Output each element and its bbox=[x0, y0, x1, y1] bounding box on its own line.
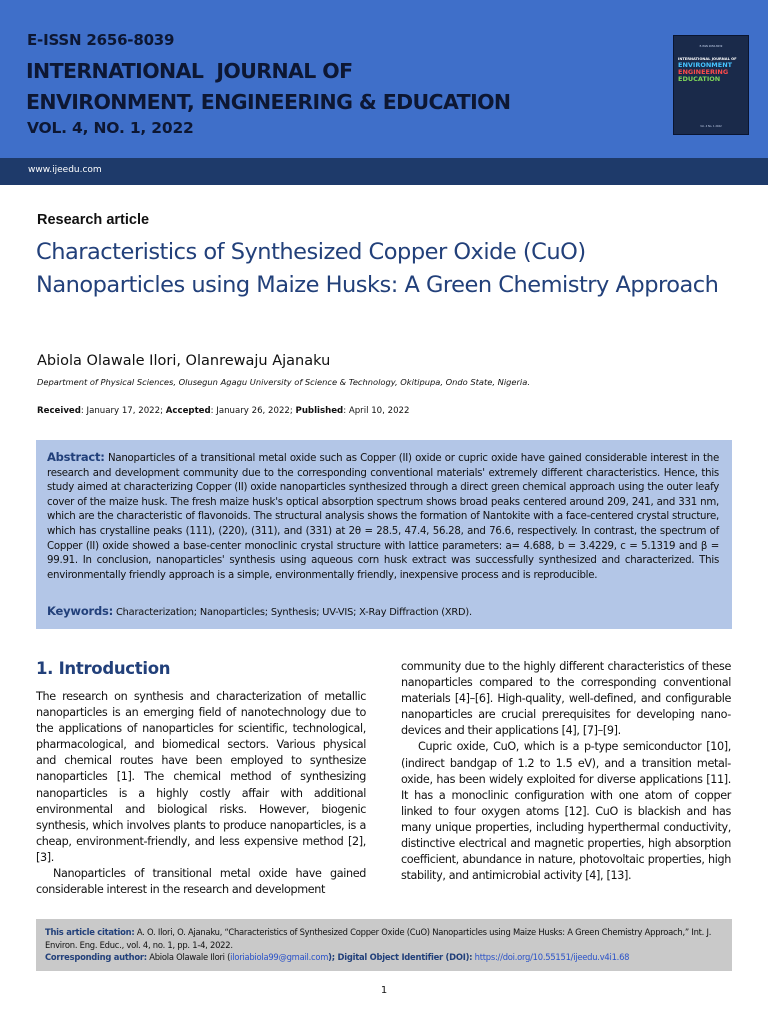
journal-header bbox=[0, 0, 768, 158]
body-column-left bbox=[36, 689, 366, 898]
paragraph: Cupric oxide, CuO, which is a p-type semiconductor [10], (indirect bandgap of 1.2 to 1.5 eV), and a transition metal-oxide, has been widely exploited for diverse applications [11]. It has a monoclinic configuration with one atom of copper linked to four oxygen atoms [12]. CuO is blackish and has many unique properties, including hyperthermal conductivity, distinctive electrical and magnetic properties, high absorption coefficient, abundance in nature, photovoltaic properties, high stability, and antimicrobial activity [4], [13]. bbox=[401, 740, 731, 883]
abstract-box bbox=[36, 440, 732, 629]
received-date: : January 17, 2022; bbox=[80, 406, 166, 416]
citation-box bbox=[36, 919, 732, 971]
paragraph: The research on synthesis and characterization of metallic nanoparticles is an emerging field of nanotechnology due to the applications of nanoparticles for scientific, technological, pharmacological, and biomedical sectors. Various physical and chemical routes have been employed to synthesize nanoparticles [1]. The chemical method of synthesizing nanoparticles is a highly costly affair with additional environmental and biological risks. However, biogenic synthesis, which involves plants to produce nanoparticles, is a cheap, environment-friendly, and less expensive method [2], [3]. bbox=[36, 690, 366, 864]
doi-link[interactable]: https://doi.org/10.55151/ijeedu.v4i1.68 bbox=[472, 952, 630, 963]
abstract-text bbox=[47, 450, 719, 583]
section-heading-introduction: 1. Introduction bbox=[36, 659, 171, 678]
journal-volume: VOL. 4, NO. 1, 2022 bbox=[27, 119, 194, 137]
journal-title bbox=[26, 56, 510, 118]
journal-title-line-1: INTERNATIONAL JOURNAL OF bbox=[26, 59, 353, 83]
doi-label: ); Digital Object Identifier (DOI): bbox=[328, 952, 473, 963]
corresponding-name: Abiola Olawale Ilori ( bbox=[146, 952, 231, 963]
journal-url-bar bbox=[0, 158, 768, 185]
body-column-right bbox=[401, 659, 731, 884]
article-authors: Abiola Olawale Ilori, Olanrewaju Ajanaku bbox=[37, 353, 331, 369]
keywords-label: Keywords: bbox=[47, 604, 114, 618]
corresponding-label: Corresponding author: bbox=[45, 952, 147, 963]
cover-education: EDUCATION bbox=[678, 75, 721, 83]
journal-cover-image bbox=[673, 35, 749, 135]
journal-url-link[interactable]: www.ijeedu.com bbox=[28, 165, 102, 175]
published-date: : April 10, 2022 bbox=[343, 406, 410, 416]
page-number: 1 bbox=[380, 985, 388, 996]
citation-text: A. O. Ilori, O. Ajanaku, “Characteristics of Synthesized Copper Oxide (CuO) Nanoparticles using Maize Husks: A Green Chemistry Approach,” Int. J. Environ. Eng. Educ., vol. 4, no. 1, pp. 1-4, 2022. bbox=[45, 927, 712, 950]
accepted-label: Accepted bbox=[165, 406, 211, 416]
cover-volume: Vol. 4 No. 1 2022 bbox=[700, 125, 722, 128]
cover-engineering: ENGINEERING bbox=[678, 68, 729, 76]
citation-line bbox=[45, 926, 723, 951]
article-dates bbox=[37, 406, 409, 416]
article-title: Characteristics of Synthesized Copper Oxide (CuO) Nanoparticles using Maize Husks: A Green Chemistry Approach bbox=[36, 239, 719, 298]
keywords-list: Characterization; Nanoparticles; Synthesis; UV-VIS; X-Ray Diffraction (XRD). bbox=[116, 607, 472, 618]
published-label: Published bbox=[295, 406, 344, 416]
cover-title: INTERNATIONAL JOURNAL OF bbox=[678, 57, 737, 61]
cover-environment: ENVIRONMENT bbox=[678, 61, 733, 69]
corresponding-email-link[interactable]: iloriabiola99@gmail.com bbox=[230, 952, 329, 963]
corresponding-line bbox=[45, 951, 723, 964]
keywords bbox=[47, 604, 472, 618]
accepted-date: : January 26, 2022; bbox=[210, 406, 296, 416]
article-type: Research article bbox=[37, 212, 150, 228]
abstract-body: Nanoparticles of a transitional metal oxide such as Copper (II) oxide or cupric oxide have gained considerable interest in the research and development community due to the corresponding conventional materials' extremely different characteristics. Hence, this study aimed at characterizing Copper (II) oxide nanoparticles synthesized through a direct green chemical approach using the outer leafy cover of the maize husk. The fresh maize husk's optical absorption spectrum shows broad peaks centered around 209, 241, and 331 nm, which are the characteristic of flavonoids. The structural analysis shows the formation of Nantokite with a face-centered crystal structure, which has crystalline peaks (111), (220), (311), and (331) at 2θ = 28.5, 47.4, 56.28, and 76.6, respectively. In contrast, the spectrum of Copper (II) oxide showed a base-center monoclinic crystal structure with lattice parameters: a= 4.688, b = 3.4229, c = 5.1319 and β = 99.91. In conclusion, nanoparticles' synthesis using aqueous corn husk extract was successfully synthesized and characterized. This environmentally friendly approach is a simple, environmentally friendly, inexpensive process and is reproducible. bbox=[47, 453, 719, 581]
received-label: Received bbox=[37, 406, 81, 416]
cover-issn: E-ISSN 2656-8039 bbox=[699, 45, 723, 48]
article-affiliation: Department of Physical Sciences, Olusegun Agagu University of Science & Technology, Okitipupa, Ondo State, Nigeria. bbox=[37, 377, 530, 387]
abstract-label: Abstract: bbox=[47, 450, 105, 464]
paragraph: community due to the highly different characteristics of these nanoparticles compared to the corresponding conventional materials [4]–[6]. High-quality, well-defined, and configurable nanoparticles are crucial prerequisites for developing nano-devices and their applications [4], [7]–[9]. bbox=[401, 660, 731, 738]
paragraph: Nanoparticles of transitional metal oxide have gained considerable interest in the research and development bbox=[36, 867, 366, 897]
journal-title-line-2: ENVIRONMENT, ENGINEERING & EDUCATION bbox=[26, 90, 511, 114]
citation-label: This article citation: bbox=[45, 927, 135, 937]
journal-issn: E-ISSN 2656-8039 bbox=[27, 31, 175, 49]
